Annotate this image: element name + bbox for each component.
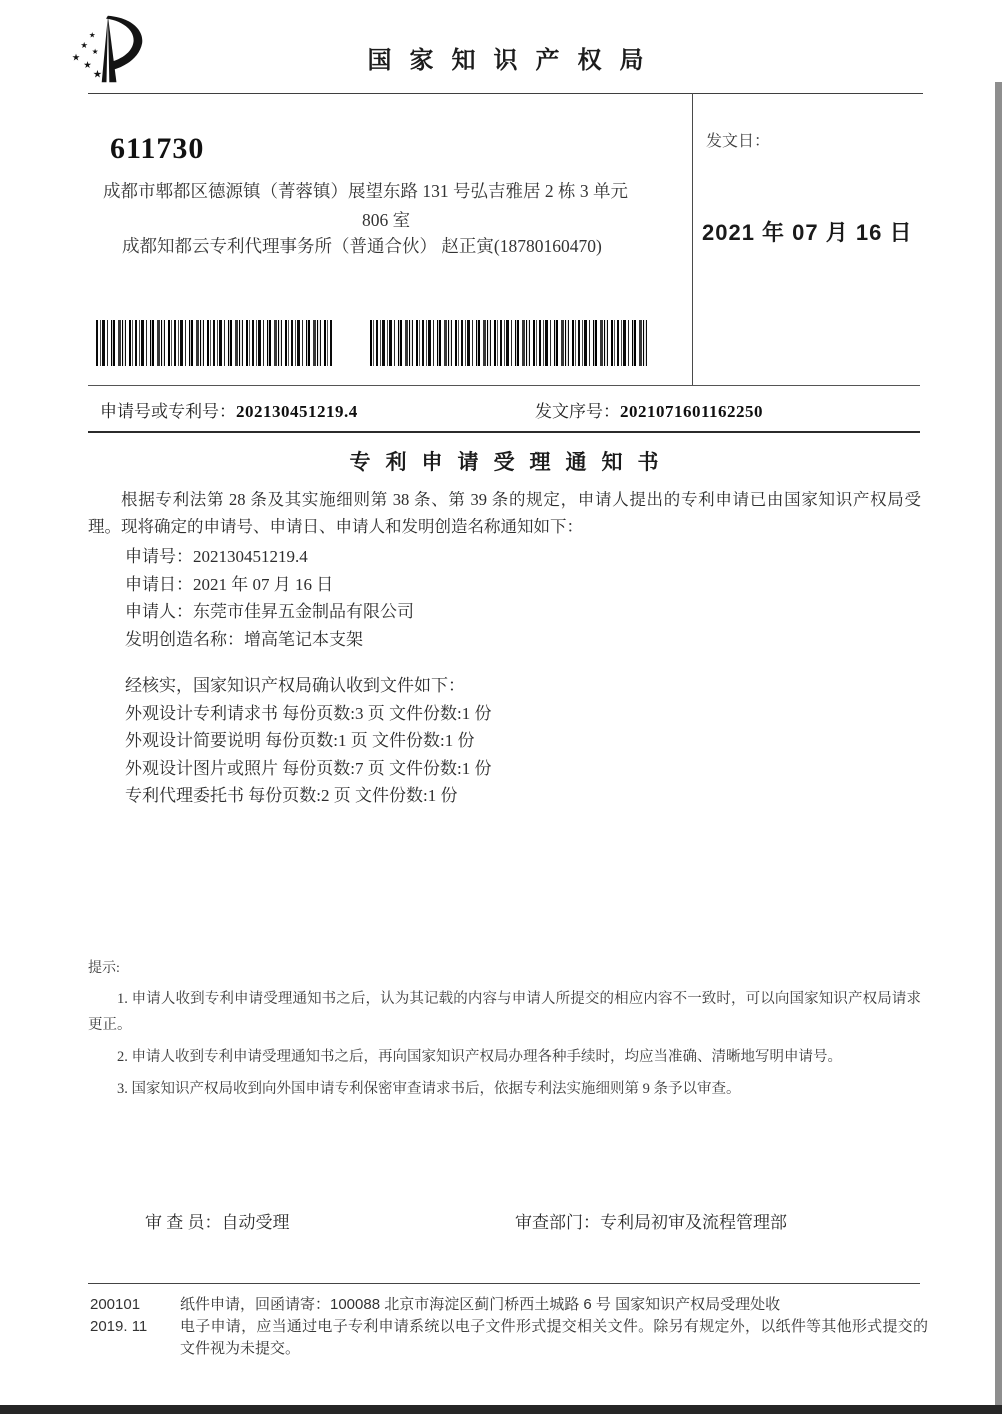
field-value: 202130451219.4 — [193, 547, 308, 566]
field-label: 发明创造名称： — [125, 629, 244, 649]
field-applicant — [125, 598, 414, 626]
field-value: 东莞市佳昇五金制品有限公司 — [193, 602, 414, 621]
document-item: 专利代理委托书 每份页数:2 页 文件份数:1 份 — [125, 786, 458, 805]
tips-heading: 提示: — [88, 961, 120, 976]
serial-number-label: 发文序号： — [535, 402, 620, 421]
divider-footer — [88, 1283, 920, 1284]
svg-text:★: ★ — [71, 53, 81, 64]
svg-text:★: ★ — [92, 69, 103, 81]
tip-item-2: 2. 申请人收到专利申请受理通知书之后，再向国家知识产权局办理各种手续时，均应当准确、清晰地写明申请号。 — [117, 1049, 842, 1065]
agency-title: 国家知识产权局 — [367, 48, 662, 74]
issue-date-label: 发文日： — [706, 133, 771, 150]
recipient-address-line1: 成都市郫都区德源镇（菁蓉镇）展望东路 131 号弘吉雅居 2 栋 3 单元 — [103, 181, 628, 201]
footer-note-electronic: 电子申请，应当通过电子专利申请系统以电子文件形式提交相关文件。除另有规定外，以纸件等其他形式提交的文件视为未提交。 — [180, 1318, 928, 1357]
barcode-left — [96, 320, 334, 366]
field-application-date — [125, 571, 414, 599]
field-invention-name — [125, 626, 414, 654]
field-application-number — [125, 543, 414, 571]
serial-number-value: 2021071601162250 — [620, 402, 764, 421]
footer-note-paper: 纸件申请，回函请寄：100088 北京市海淀区蓟门桥西土城路 6 号 国家知识产权局受理处收 — [180, 1296, 781, 1313]
application-number-label: 申请号或专利号： — [100, 402, 236, 421]
received-intro: 经核实，国家知识产权局确认收到文件如下： — [125, 676, 465, 695]
tips-section — [88, 957, 921, 1108]
received-documents — [125, 672, 491, 810]
scan-edge-bottom — [0, 1405, 1002, 1414]
document-item: 外观设计简要说明 每份页数:1 页 文件份数:1 份 — [125, 731, 475, 750]
department — [515, 1208, 787, 1233]
tip-item-3: 3. 国家知识产权局收到向外国申请专利保密审查请求书后，依据专利法实施细则第 9 条予以审查。 — [117, 1081, 741, 1097]
divider-barcode — [88, 385, 920, 386]
divider-header — [88, 93, 923, 94]
examiner-value: 自动受理 — [221, 1213, 290, 1232]
field-label: 申请号： — [125, 547, 193, 566]
department-label: 审查部门： — [515, 1213, 600, 1232]
svg-text:★: ★ — [88, 30, 96, 40]
document-item: 外观设计专利请求书 每份页数:3 页 文件份数:1 份 — [125, 703, 492, 723]
document-item: 外观设计图片或照片 每份页数:7 页 文件份数:1 份 — [125, 758, 492, 778]
notice-intro: 根据专利法第 28 条及其实施细则第 38 条、第 39 条的规定，申请人提出的专利申请已由国家知识产权局受理。现将确定的申请号、申请日、申请人和发明创造名称通知如下： — [88, 490, 921, 536]
svg-text:★: ★ — [83, 61, 92, 72]
barcode-right — [370, 320, 650, 366]
field-label: 申请人： — [125, 602, 193, 621]
recipient-agency-line: 成都知都云专利代理事务所（普通合伙） 赵正寅(18780160470) — [122, 236, 602, 256]
issue-date-value: 2021 年 07 月 16 日 — [702, 220, 913, 245]
application-number-value: 202130451219.4 — [236, 402, 358, 421]
svg-text:★: ★ — [80, 40, 89, 51]
examiner — [145, 1208, 290, 1233]
scan-edge-right — [995, 82, 1002, 1414]
department-value: 专利局初审及流程管理部 — [600, 1213, 787, 1232]
signoff-row — [88, 1208, 920, 1238]
field-label: 申请日： — [125, 574, 193, 594]
divider-issue-box — [692, 93, 693, 385]
postal-code: 611730 — [110, 132, 205, 165]
numbers-row — [88, 397, 920, 427]
tip-item-1: 1. 申请人收到专利申请受理通知书之后，认为其记载的内容与申请人所提交的相应内容不一致时，可以向国家知识产权局请求更正。 — [88, 991, 921, 1033]
field-value: 增高笔记本支架 — [244, 629, 363, 649]
footer-form-code — [90, 1294, 147, 1338]
footer-code-value: 200101 — [90, 1296, 141, 1313]
recipient-address-line2: 806 室 — [361, 210, 411, 230]
footer-version-value: 2019. 11 — [90, 1318, 148, 1335]
notice-fields — [125, 543, 414, 653]
examiner-label: 审 查 员： — [145, 1213, 222, 1232]
field-value: 2021 年 07 月 16 日 — [193, 574, 334, 594]
divider-numbers — [88, 431, 920, 433]
footer-notes — [180, 1294, 928, 1360]
notice-title: 专利申请受理通知书 — [349, 450, 674, 474]
svg-text:★: ★ — [91, 46, 99, 56]
serial-number — [535, 397, 763, 422]
application-number — [100, 397, 358, 422]
